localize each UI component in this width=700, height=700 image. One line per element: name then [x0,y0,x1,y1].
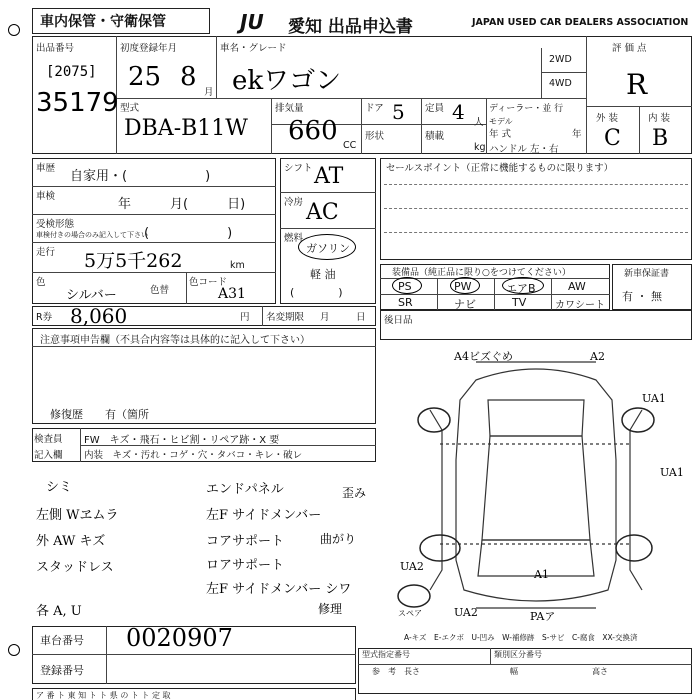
interior-label: 内 装 [648,113,671,124]
reception-note: 車検付きの場合のみ記入して下さい [36,231,148,239]
diesel-label: 軽 油 [310,268,336,281]
reg-year-value: 25 [128,62,162,92]
equipment-circle-pw [450,277,480,294]
interior-row: 内装 キズ・汚れ・コゲ・穴・タバコ・キレ・破レ [84,450,303,461]
load-label: 積載 [425,131,445,142]
ac-value: AC [306,200,339,225]
notes-header: 注意事項申告欄（不具合内容等は具体的に記入して下さい） [40,335,310,346]
note-right-item: コアサポート [206,534,285,549]
model-type-value: DBA-B11W [124,116,248,141]
grade-overall-value: R [626,68,648,101]
wheel-rear-right [616,535,652,561]
first-reg-label: 初度登録年月 [120,43,178,54]
entry-label: 記入欄 [34,450,63,461]
equipment-label: 装備品（純正品に限り○をつけてください） [392,268,571,278]
dim-height-label: 高さ [592,667,608,676]
damage-mark: UA1 [660,466,684,479]
warranty-value: 有 ・ 無 [622,290,662,303]
model-label: モデル [489,117,513,126]
equipment-item: エアB [506,282,536,295]
yen-label: 円 [240,312,250,323]
lot-number-label: 出品番号 [36,43,75,54]
note-left-item: シミ [46,480,73,495]
inspection-value: 年 月( 日) [118,197,246,212]
car-right-side [630,410,642,590]
spare-label: スペア [398,609,422,618]
reception-label: 受検形態 [36,219,75,230]
reg-month-suffix: 月 [204,87,214,98]
chassis-value: 0020907 [126,624,233,652]
repair-history-label: 修復歴 有（箇所 [50,408,149,421]
equipment-item: PW [454,280,472,293]
capacity-label: 定員 [425,103,445,114]
car-diagram [380,340,692,630]
note-left-item: 左側 Wヱムラ [36,508,119,523]
color-change-label: 色替 [150,285,170,296]
form-title: 愛知 出品申込書 [288,17,413,37]
color-code-value: A31 [218,286,246,302]
equipment-item: TV [512,296,527,309]
r-ticket-label: R券 [36,312,53,323]
note-right-item: 左F サイドメンバー [206,508,322,523]
name-change-day: 日 [356,312,366,323]
lot-number-value: 35179 [36,88,119,118]
damage-mark: A1 [534,568,549,581]
damage-mark: A2 [590,350,605,363]
shift-value: AT [314,164,344,189]
shape-label: 形状 [365,131,385,142]
exterior-label: 外 装 [596,113,619,124]
dim-width-label: 幅 [510,667,518,676]
note-side-mark: 曲がり [320,532,357,546]
damage-legend: A-キズ E-エクボ U-凹み W-補修跡 S-サビ C-腐食 XX-交換済 [404,633,638,642]
note-right-item: 左F サイドメンバー シワ [206,582,352,597]
note-right-item: エンドパネル [206,482,284,497]
note-right-item: ロアサポート [206,558,285,573]
damage-mark: A4ビズぐめ [454,350,513,363]
year-unit-label: 年 [572,129,582,140]
warranty-label: 新車保証書 [624,269,670,279]
cc-label: CC [343,140,357,151]
doors-value: 5 [392,100,405,124]
note-side-mark: 修理 [318,602,343,616]
damage-mark: PAア [530,610,556,623]
punch-hole-top [8,24,20,36]
form-subtitle: JAPAN USED CAR DEALERS ASSOCIATION [472,17,689,28]
logo-mark: JU [240,10,264,34]
rating-label: 評 価 点 [612,43,647,54]
damage-mark: UA1 [642,392,666,405]
dealer-label: ディーラー・並 行 [489,104,564,114]
note-left-item: 外 AW キズ [36,534,106,549]
car-name-value: ekワゴン [232,66,342,96]
equipment-item: AW [568,280,586,293]
grade-interior-value: B [652,126,669,151]
fuel-label: 燃料 [284,233,304,244]
fw-row: FW キズ・飛石・ヒビ割・リペア跡・X 要 [84,435,280,446]
rear-items-label: 後日品 [384,315,413,326]
color-value: シルバー [66,288,117,303]
reg-specified-label: 型式指定番号 [362,650,410,659]
r-ticket-value: 8,060 [70,304,128,328]
bottom-strip-text: ア 番 ト 東 知 ト ト 県 の ト ト 定 取 [36,691,171,700]
reception-value: ( ) [144,226,233,241]
displacement-value: 660 [288,116,338,146]
punch-hole-bottom [8,644,20,656]
handle-label: ハンドル 左・右 [489,144,559,155]
name-change-month: 月 [320,312,330,323]
car-windshield [488,400,584,436]
reg-month-value: 8 [180,62,197,92]
damage-mark: UA2 [400,560,424,573]
note-left-item: 各 A, U [36,604,82,619]
grade-exterior-value: C [604,126,621,151]
history-value: 自家用・( ) [70,169,211,184]
dim-length-label: 長さ [404,667,420,676]
model-type-label: 型式 [120,103,140,114]
color-code-label: 色コード [189,277,228,288]
class-number-label: 類別区分番号 [494,650,542,659]
storage-label: 車内保管・守衛保管 [40,14,166,30]
wheel-front-left [418,408,450,432]
equipment-circle-ps [392,277,422,294]
mileage-value: 5万5千262 [84,250,183,272]
equipment-item: ナビ [454,298,476,311]
car-name-label: 車名・グレード [220,43,287,54]
capacity-value: 4 [452,100,465,124]
inspector-label: 検査員 [34,434,63,445]
equipment-item: カワシート [555,300,605,311]
note-side-mark: 歪み [342,486,367,500]
damage-mark: UA2 [454,606,478,619]
sales-point-label: セールスポイント（正常に機能するものに限ります） [386,163,614,174]
car-left-side [430,410,442,590]
kg-label: kg [474,142,486,153]
note-left-item: スタッドレス [36,560,114,575]
name-change-label: 名変期限 [266,312,305,323]
ac-label: 冷房 [284,197,304,208]
spare-tire [398,585,430,607]
displacement-label: 排気量 [275,103,304,114]
lot-box-value: [2075] [46,64,97,80]
inspection-label: 車検 [36,191,56,202]
equipment-circle-airbag [502,277,544,294]
color-label: 色 [36,277,46,288]
wheel-rear-left [420,535,460,561]
car-roof [482,436,590,540]
shift-label: シフト [284,163,313,174]
fuel-other-label: ( ) [290,286,343,299]
two-wd-label: 2WD [549,54,572,65]
rear-items-frame [380,310,692,340]
history-label: 車歴 [36,163,56,174]
ref-label: 参 考 [372,667,396,676]
doors-label: ドア [365,103,384,114]
equipment-item: PS [398,280,412,293]
chassis-label: 車台番号 [40,634,84,647]
model-year-label: 年 式 [489,129,512,140]
four-wd-label: 4WD [549,78,572,89]
registration-label: 登録番号 [40,664,84,677]
mileage-label: 走行 [36,247,56,258]
equipment-item: SR [398,296,413,309]
wheel-front-right [622,408,654,432]
fuel-value: ガソリン [306,242,350,255]
km-label: km [230,260,245,271]
car-body-outline [456,369,616,601]
person-label: 人 [474,117,484,128]
